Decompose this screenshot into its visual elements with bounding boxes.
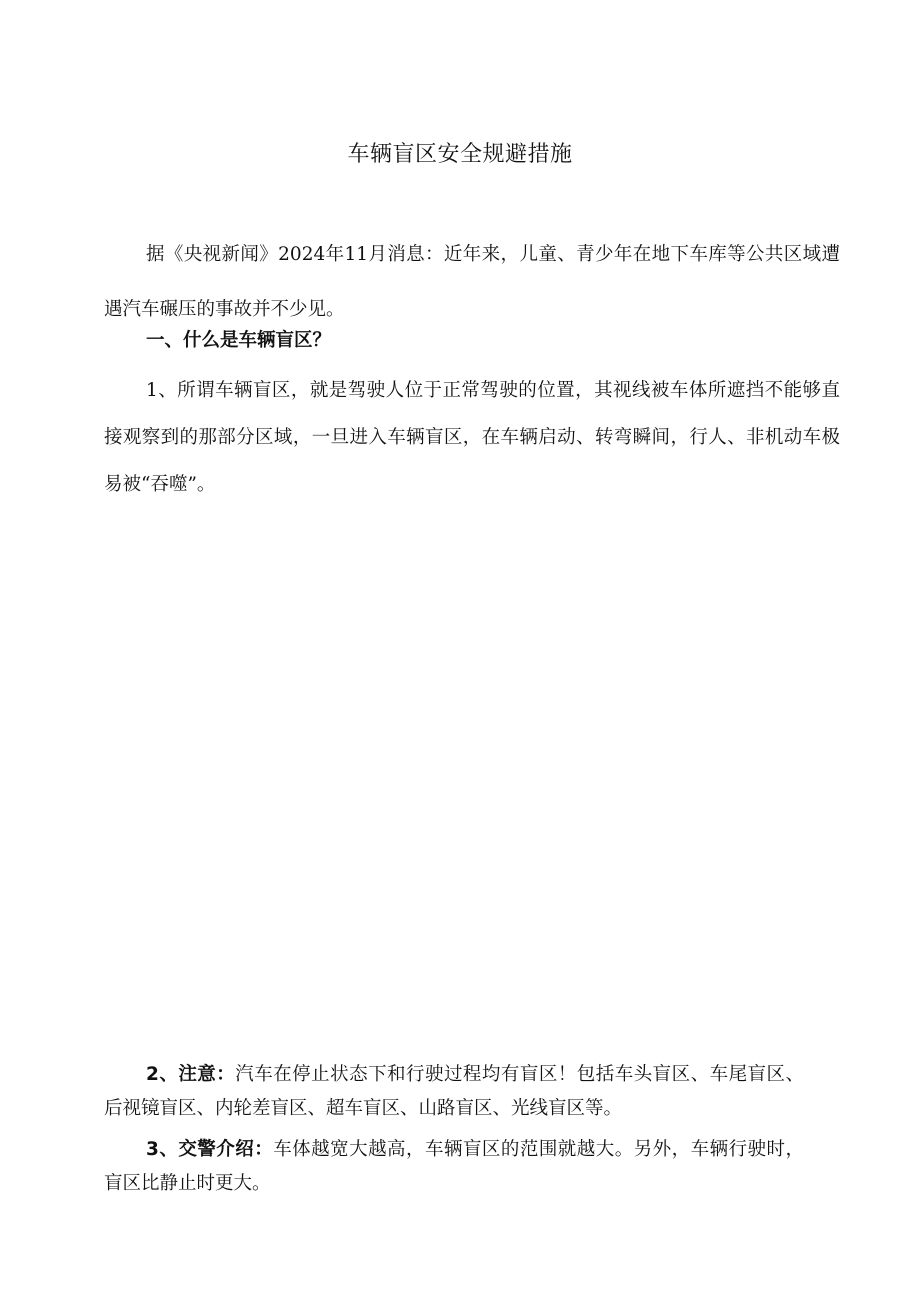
section-heading-what-is-blind-spot: 一、什么是车辆盲区？ xyxy=(146,330,332,351)
point-2-text: 汽车在停止状态下和行驶过程均有盲区！包括车头盲区、车尾盲区、后视镜盲区、内轮差盲区、超车盲区、山路盲区、光线盲区等。 xyxy=(104,1064,804,1119)
point-3-text: 车体越宽大越高，车辆盲区的范围就越大。另外，车辆行驶时，盲区比静止时更大。 xyxy=(104,1139,804,1194)
point-3-paragraph xyxy=(104,1133,804,1201)
document-title: 车辆盲区安全规避措施 xyxy=(347,142,573,167)
intro-paragraph: 据《央视新闻》2024年11月消息：近年来，儿童、青少年在地下车库等公共区域遭遇汽车碾压的事故并不少见。 xyxy=(104,244,840,320)
point-3-lead: 3、交警介绍： xyxy=(146,1139,274,1160)
point-2-paragraph xyxy=(104,1058,804,1126)
point-2-lead: 2、注意： xyxy=(146,1064,236,1085)
point-1-paragraph: 1、所谓车辆盲区，就是驾驶人位于正常驾驶的位置，其视线被车体所遮挡不能够直接观察到的那部分区域，一旦进入车辆盲区，在车辆启动、转弯瞬间，行人、非机动车极易被“吞噬”。 xyxy=(104,380,840,495)
